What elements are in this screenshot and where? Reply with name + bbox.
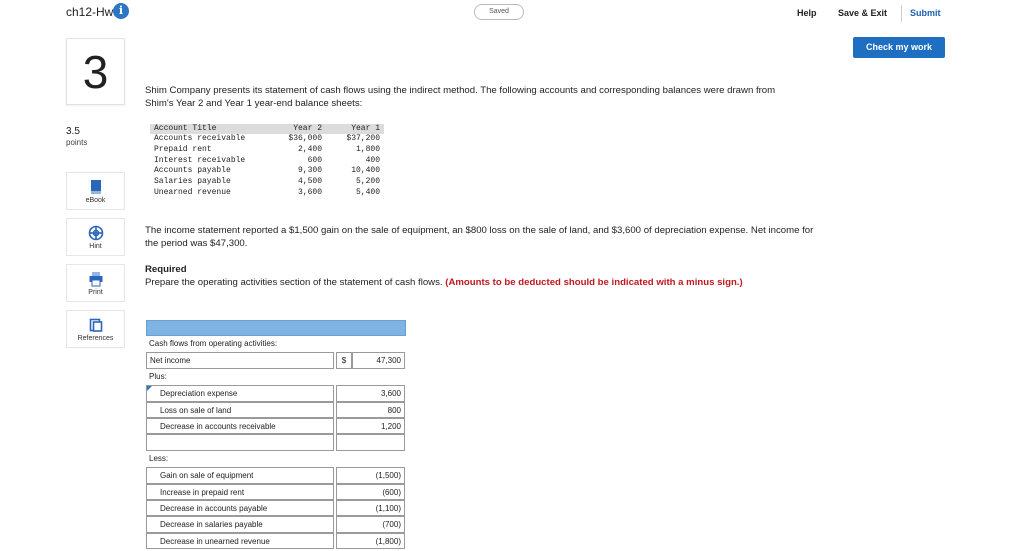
worksheet-row [146, 451, 406, 467]
less-label: Less: [149, 453, 169, 463]
worksheet-row [146, 484, 406, 500]
deduction-amount-input[interactable]: (1,100) [336, 500, 405, 516]
column-header: Year 1 [326, 124, 384, 134]
worksheet-row [146, 336, 406, 352]
question-intro: Shim Company presents its statement of cash flows using the indirect method. The following accounts and corresponding balances were drawn from Shim's Year 2 and Year 1 year-end balance sheets: [145, 85, 776, 109]
book-icon [88, 179, 104, 195]
worksheet-row [146, 369, 406, 385]
table-row [150, 145, 384, 156]
worksheet-row [146, 516, 406, 532]
year2-balance: 9,300 [297, 166, 322, 176]
info-icon[interactable]: i [113, 3, 129, 19]
sidebar-item-label: References [77, 335, 114, 342]
adjustment-amount-input[interactable]: 1,200 [336, 418, 405, 434]
deduction-label-input[interactable]: Decrease in unearned revenue [146, 533, 334, 549]
deduction-label-input[interactable]: Increase in prepaid rent [146, 484, 334, 500]
year2-balance: $36,000 [288, 134, 322, 143]
print-icon [88, 271, 104, 287]
required-note: (Amounts to be deducted should be indicated with a minus sign.) [445, 277, 743, 288]
blank-label-input[interactable] [146, 434, 334, 450]
deduction-amount-input[interactable]: (700) [336, 516, 405, 532]
sidebar-item-label: eBook [85, 197, 106, 204]
operating-activities-worksheet [146, 320, 406, 549]
hint-icon [88, 225, 104, 241]
account-title: Unearned revenue [154, 187, 231, 197]
worksheet-row [146, 385, 406, 401]
top-divider [901, 5, 902, 22]
points-value: 3.5 [66, 126, 80, 137]
account-title: Interest receivable [154, 155, 246, 165]
sidebar-item-print[interactable] [66, 264, 125, 302]
required-instructions [145, 277, 815, 290]
year2-balance: 2,400 [297, 144, 322, 154]
account-title: Salaries payable [154, 177, 231, 187]
year1-balance: 5,200 [355, 177, 380, 187]
deduction-amount-input[interactable]: (1,500) [336, 467, 405, 483]
year1-balance: 10,400 [351, 166, 380, 176]
year1-balance: $37,200 [346, 134, 380, 143]
sidebar-item-label: Print [88, 289, 103, 296]
worksheet-header-bar [146, 320, 406, 336]
blank-amount-input[interactable] [336, 434, 405, 450]
deduction-amount-input[interactable]: (1,800) [336, 533, 405, 549]
year2-balance: 3,600 [297, 187, 322, 197]
deduction-label-input[interactable]: Decrease in accounts payable [146, 500, 334, 516]
deduction-label-input[interactable]: Decrease in salaries payable [146, 516, 334, 532]
help-link[interactable]: Help [797, 8, 817, 18]
top-bar [0, 0, 1024, 28]
column-header: Account Title [150, 124, 268, 134]
sidebar-item-hint[interactable] [66, 218, 125, 256]
adjustment-amount-input[interactable]: 3,600 [336, 385, 405, 401]
account-title: Accounts payable [154, 166, 231, 176]
year2-balance: 4,500 [297, 177, 322, 187]
table-row [150, 134, 384, 145]
net-income-amount-input[interactable]: 47,300 [352, 352, 405, 368]
deduction-amount-input[interactable]: (600) [336, 484, 405, 500]
table-row [150, 156, 384, 167]
sidebar-item-ebook[interactable] [66, 172, 125, 210]
balance-table [150, 124, 384, 199]
sidebar-item-references[interactable] [66, 310, 125, 348]
section-title: Cash flows from operating activities: [149, 339, 278, 348]
worksheet-row [146, 418, 406, 434]
account-title: Prepaid rent [154, 144, 212, 154]
plus-label: Plus: [149, 371, 167, 381]
adjustment-label-input[interactable]: Depreciation expense [146, 385, 334, 401]
account-title: Accounts receivable [154, 134, 246, 143]
worksheet-row [146, 533, 406, 549]
points-label: points [66, 138, 88, 147]
saved-status-badge: Saved [474, 4, 524, 20]
deduction-label-input[interactable]: Gain on sale of equipment [146, 467, 334, 483]
sidebar-item-label: Hint [89, 243, 102, 250]
question-number: 3 [66, 38, 125, 105]
year2-balance: 600 [307, 155, 322, 165]
adjustment-label-input[interactable]: Loss on sale of land [146, 402, 334, 418]
assignment-title: ch12-Hw [66, 5, 114, 19]
net-income-label-input[interactable]: Net income [146, 352, 334, 368]
required-heading: Required [145, 264, 187, 275]
worksheet-row [146, 500, 406, 516]
worksheet-row [146, 402, 406, 418]
adjustment-amount-input[interactable]: 800 [336, 402, 405, 418]
table-row [150, 166, 384, 177]
year1-balance: 5,400 [355, 187, 380, 197]
year1-balance: 1,800 [355, 144, 380, 154]
currency-symbol: $ [336, 352, 352, 368]
save-exit-link[interactable]: Save & Exit [838, 8, 888, 18]
required-text: Prepare the operating activities section of the statement of cash flows. [145, 277, 443, 288]
worksheet-row [146, 352, 406, 368]
year1-balance: 400 [365, 155, 380, 165]
submit-link[interactable]: Submit [910, 8, 941, 18]
worksheet-row [146, 434, 406, 450]
adjustment-label-input[interactable]: Decrease in accounts receivable [146, 418, 334, 434]
references-icon [88, 317, 104, 333]
worksheet-row [146, 467, 406, 483]
table-row [150, 177, 384, 188]
income-statement-text: The income statement reported a $1,500 gain on the sale of equipment, an $800 loss on the sale of land, and $3,600 of depreciation expense. Net income for the period was $47,300. [145, 225, 814, 249]
table-row [150, 188, 384, 199]
check-my-work-button[interactable]: Check my work [853, 37, 945, 58]
column-header: Year 2 [268, 124, 326, 134]
